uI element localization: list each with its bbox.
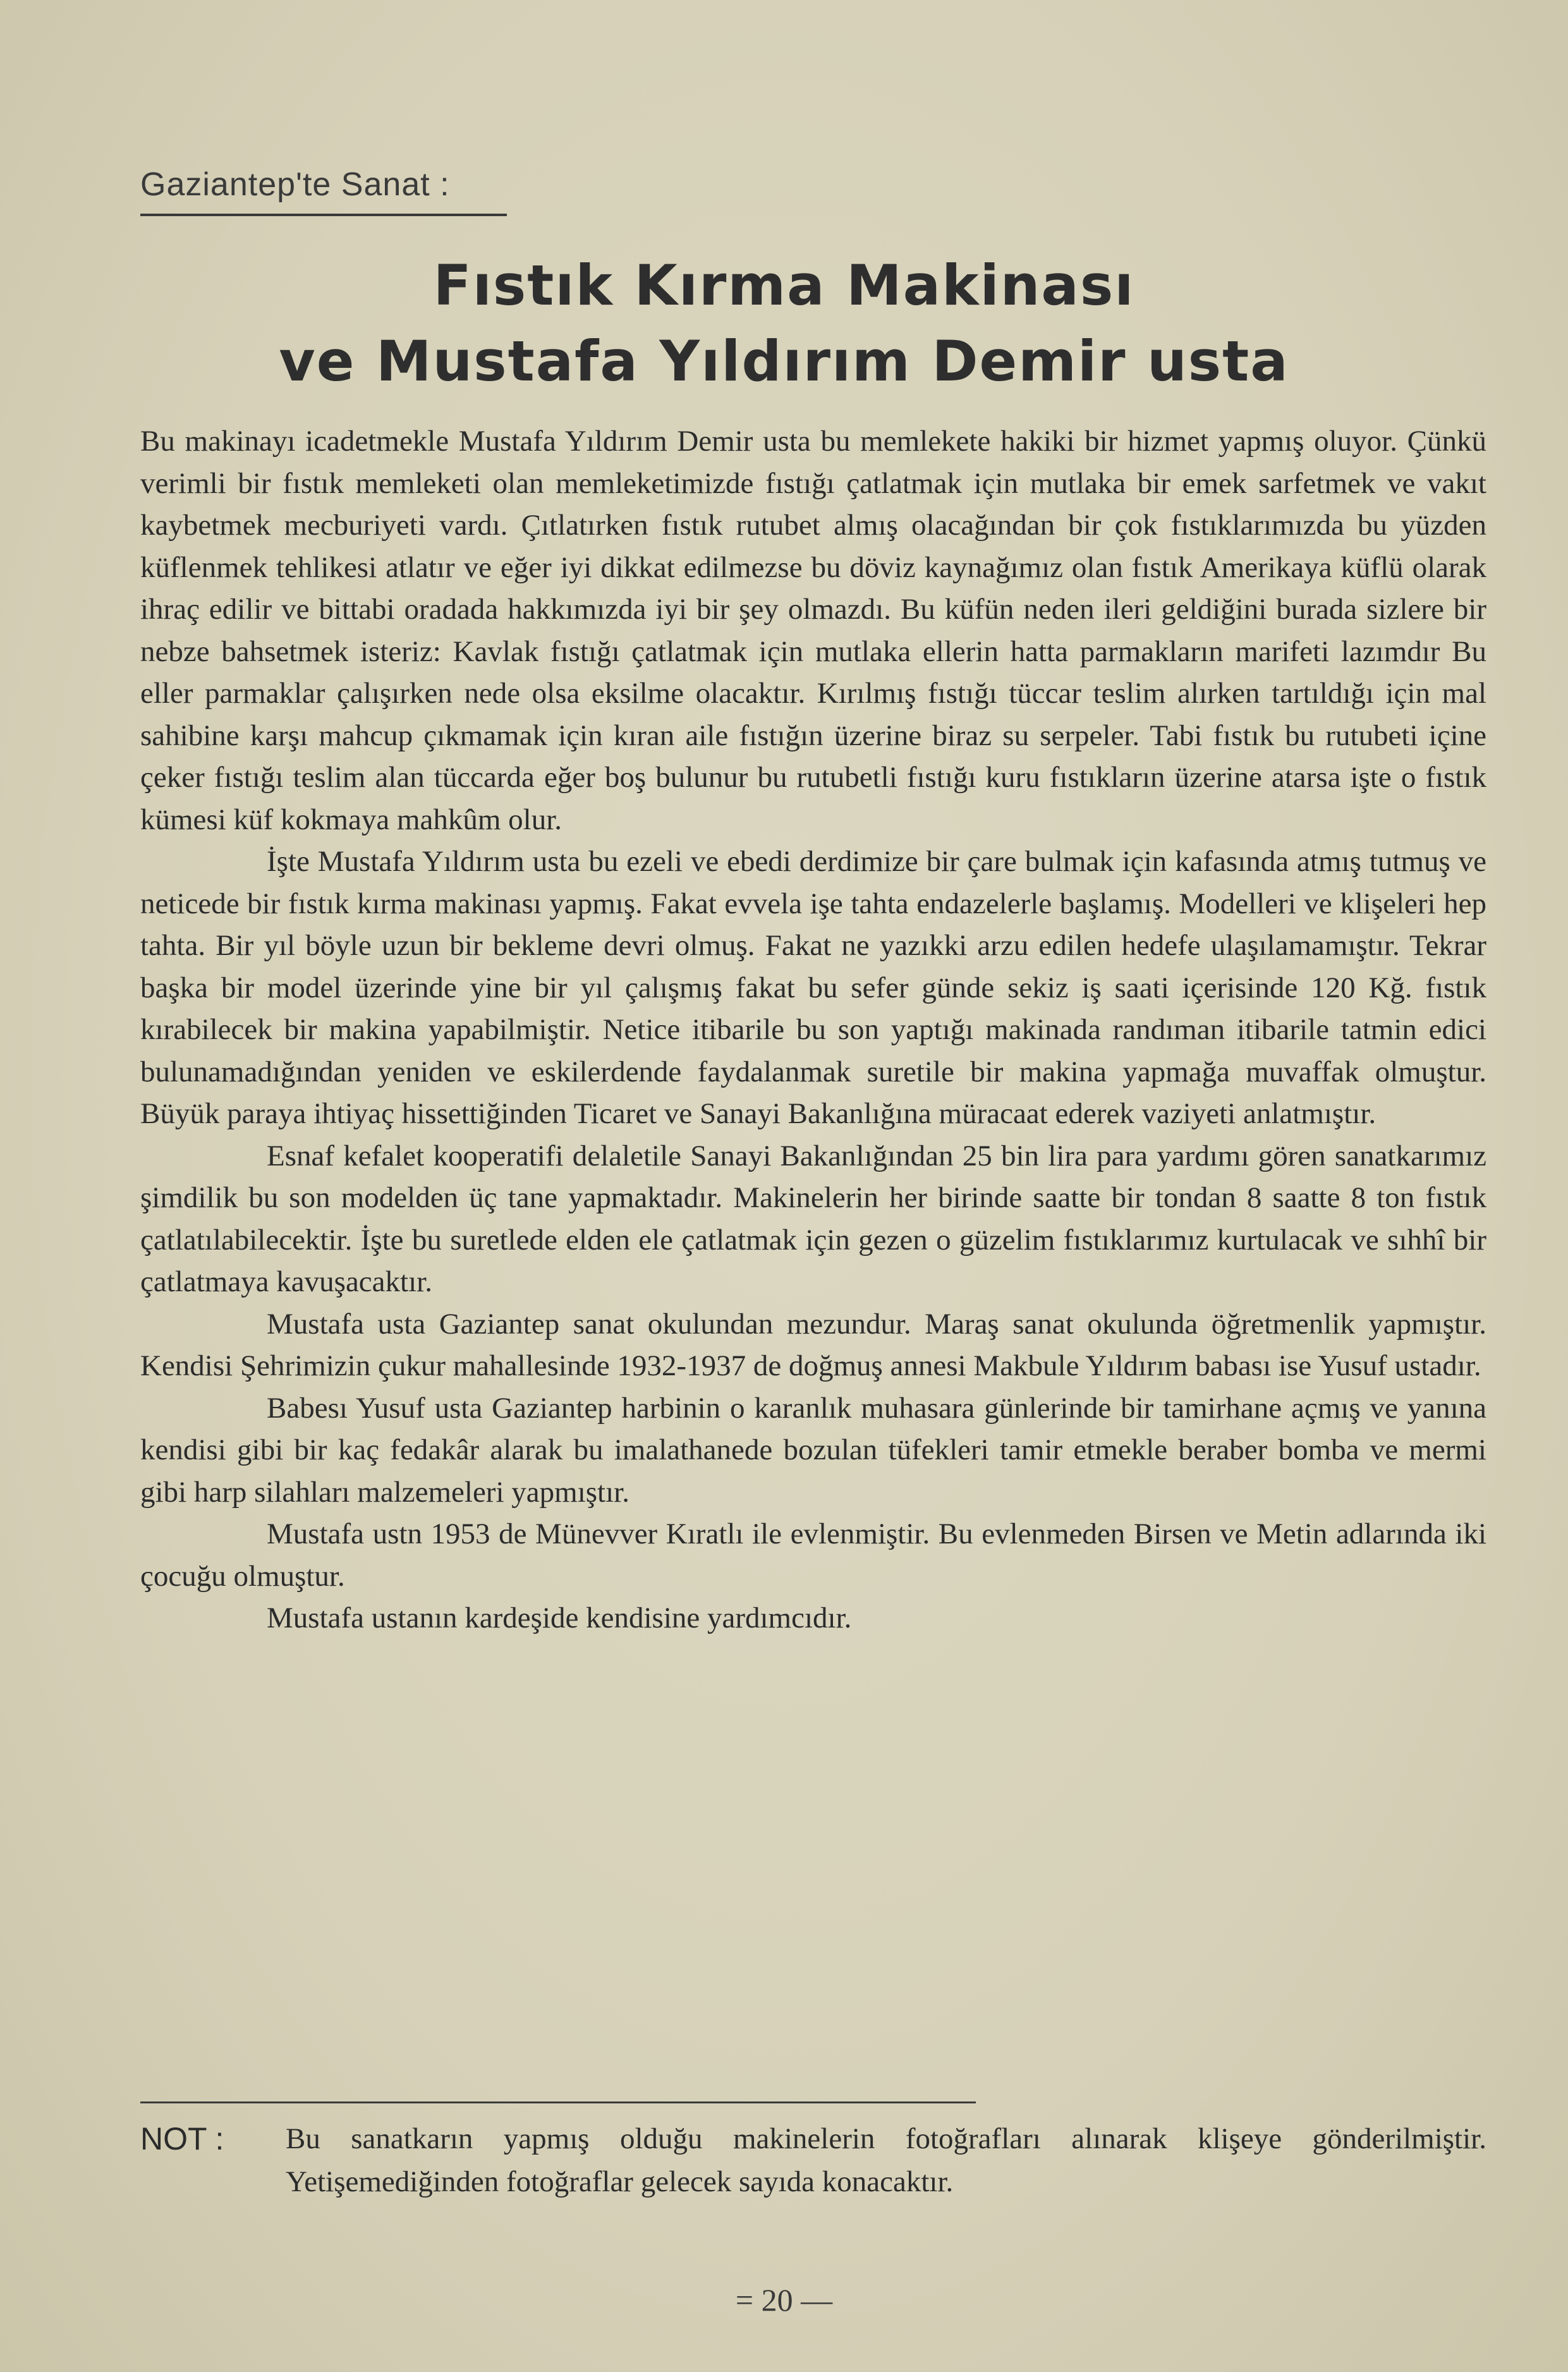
article-body bbox=[140, 420, 1486, 1639]
paragraph: Babesı Yusuf usta Gaziantep harbinin o karanlık muhasara günlerinde bir tamirhane açmış ve yanına kendisi gibi bir kaç fedakâr alarak bu imalathanede bozulan tüfekleri tamir etmekle beraber bomba ve mermi gibi harp silahları malzemeleri yapmıştır. bbox=[140, 1391, 1486, 1509]
note-divider bbox=[140, 2101, 976, 2103]
paragraph: İşte Mustafa Yıldırım usta bu ezeli ve ebedi derdimize bir çare bulmak için kafasında atmış tutmuş ve neticede bir fıstık kırma makinası yapmış. Fakat evvela işe tahta endazelerle başlamış. Modelleri ve klişeleri hep tahta. Bir yıl böyle uzun bir bekleme devri olmuş. Fakat ne yazıkki arzu edilen hedefe ulaşılamamıştır. Tekrar başka bir model üzerinde yine bir yıl çalışmış fakat bu sefer günde sekiz iş saati içerisinde 120 Kğ. fıstık kırabilecek bir makina yapabilmiştir. Netice itibarile bu son yaptığı makinada randıman itibarile tatmin edici bulunamadığından yeniden ve eskilerdende faydalanmak suretile bir makina yapmağa muvaffak olmuştur. Büyük paraya ihtiyaç hissettiğinden Ticaret ve Sanayi Bakanlığına müracaat ederek vaziyeti anlatmıştır. bbox=[140, 845, 1486, 1130]
paragraph: Mustafa ustanın kardeşide kendisine yardımcıdır. bbox=[267, 1602, 852, 1634]
article-title-line-2: ve Mustafa Yıldırım Demir usta bbox=[279, 329, 1289, 394]
page-number: = 20 — bbox=[735, 2282, 833, 2318]
note-text: Bu sanatkarın yapmış olduğu makinelerin fotoğrafları alınarak klişeye gönderilmiştir. Yetişemediğinden fotoğraflar gelecek sayıda konacaktır. bbox=[286, 2122, 1486, 2198]
footnote bbox=[140, 2117, 1486, 2203]
article-title-line-1: Fıstık Kırma Makinası bbox=[433, 253, 1135, 318]
section-label-underline bbox=[140, 214, 507, 216]
paragraph: Mustafa usta Gaziantep sanat okulundan mezundur. Maraş sanat okulunda öğretmenlik yapmıştır. Kendisi Şehrimizin çukur mahallesinde 1932-1937 de doğmuş annesi Makbule Yıldırım babası ise Yusuf ustadır. bbox=[140, 1307, 1486, 1382]
paragraph: Mustafa ustn 1953 de Münevver Kıratlı ile evlenmiştir. Bu evlenmeden Birsen ve Metin adlarında iki çocuğu olmuştur. bbox=[140, 1517, 1486, 1593]
note-label: NOT : bbox=[140, 2121, 224, 2156]
paragraph: Esnaf kefalet kooperatifi delaletile Sanayi Bakanlığından 25 bin lira para yardımı gören sanatkarımız şimdilik bu son modelden üç tane yapmaktadır. Makinelerin her birinde saatte bir tondan 8 saatte 8 ton fıstık çatlatılabilecektir. İşte bu suretlede elden ele çatlatmak için gezen o güzelim fıstıklarımız kurtulacak ve sıhhî bir çatlatmaya kavuşacaktır. bbox=[140, 1139, 1486, 1298]
paragraph: Bu makinayı icadetmekle Mustafa Yıldırım Demir usta bu memlekete hakiki bir hizmet yapmış oluyor. Çünkü verimli bir fıstık memleketi olan memleketimizde fıstığı çatlatmak için mutlaka bir emek sarfetmek ve vakıt kaybetmek mecburiyeti vardı. Çıtlatırken fıstık rutubet almış olacağından bir çok fıstıklarımızda bu yüzden küflenmek tehlikesi atlatır ve eğer iyi dikkat edilmezse bu döviz kaynağımız olan fıstık Amerikaya küflü olarak ihraç edilir ve bittabi oradada hakkımızda iyi bir şey olmazdı. Bu küfün neden ileri geldiğini burada sizlere bir nebze bahsetmek isteriz: Kavlak fıstığı çatlatmak için mutlaka ellerin hatta parmakların marifeti lazımdır Bu eller parmaklar çalışırken nede olsa eksilme olacaktır. Kırılmış fıstığı tüccar teslim alırken tartıldığı için mal sahibine karşı mahcup çıkmamak için kıran aile fıstığın üzerine biraz su serpeler. Tabi fıstık bu rutubeti içine çeker fıstığı teslim alan tüccarda eğer boş bulunur bu rutubetli fıstığı kuru fıstıkların üzerine atarsa işte o fıstık kümesi küf kokmaya mahkûm olur. bbox=[140, 425, 1486, 836]
section-label: Gaziantep'te Sanat : bbox=[140, 166, 450, 203]
